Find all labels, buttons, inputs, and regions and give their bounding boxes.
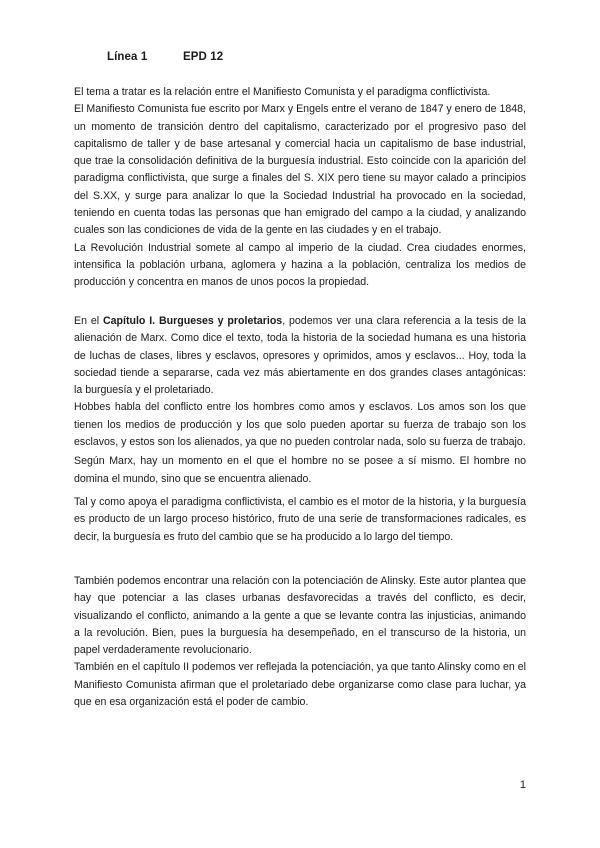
section-change: [74, 494, 526, 546]
section-chapter-one: [74, 313, 526, 488]
paragraph-change-engine: Tal y como apoya el paradigma conflictivista, el cambio es el motor de la historia, y la burguesía es producto de un largo proceso histórico, fruto de una serie de transformaciones radicales, es decir, la burguesía es fruto del cambio que se ha producido a lo largo del tiempo.: [74, 496, 526, 543]
chapter-prefix: En el: [74, 315, 103, 327]
paragraph-chapter-one: [74, 313, 526, 399]
paragraph-topic: El tema a tratar es la relación entre el Manifiesto Comunista y el paradigma conflictivista.: [74, 86, 491, 98]
paragraph-chapter-two: También en el capítulo II podemos ver reflejada la potenciación, ya que tanto Alinsky como en el Manifiesto Comunista afirman que el proletariado debe organizarse como clase para luchar, ya que en esa organización está el poder de cambio.: [74, 661, 526, 709]
paragraph-marx-alienation: Según Marx, hay un momento en el que el hombre no se posee a sí mismo. El hombre no domina el mundo, sino que se encuentra alienado.: [74, 455, 526, 485]
section-introduction: [74, 84, 526, 292]
section-alinsky: [74, 573, 526, 711]
line-label: Línea 1: [107, 51, 148, 63]
chapter-text: , podemos ver una clara referencia a la tesis de la alienación de Marx. Como dice el texto, toda la historia de la sociedad humana es una historia de luchas de clases, libres y esclavos, opresores y oprimidos, amos y esclavos... Hoy, toda la sociedad tiende a separarse, cada vez más abiertamente en dos grandes clases antagónicas: la burguesía y el proletariado.: [74, 315, 526, 397]
paragraph-hobbes: Hobbes habla del conflicto entre los hombres como amos y esclavos. Los amos son los que tienen los medios de producción y los que solo pueden aportar su fuerza de trabajo son los esclavos, y estos son los alienados, ya que no pueden controlar nada, solo su fuerza de trabajo.: [74, 401, 526, 449]
paragraph-industrial-revolution: La Revolución Industrial somete al campo al imperio de la ciudad. Crea ciudades enormes, intensifica la población urbana, aglomera y hazina a la población, centraliza los medios de producción y concentra en manos de unos pocos la propiedad.: [74, 241, 526, 289]
epd-label: EPD 12: [183, 51, 224, 63]
paragraph-alinsky-empowerment: También podemos encontrar una relación con la potenciación de Alinsky. Este autor plantea que hay que potenciar a las clases urbanas desfavorecidas a través del conflicto, es decir, visualizando el conflicto, animando a la gente a que se levante contra las injusticias, animando a la revolución. Bien, pues la burguesía ha desempeñado, en el transcurso de la historia, un papel verdaderamente revolucionario.: [74, 575, 526, 657]
document-header: [107, 51, 223, 63]
paragraph-manifesto-context: El Manifiesto Comunista fue escrito por Marx y Engels entre el verano de 1847 y enero de 1848, un momento de transición dentro del capitalismo, caracterizado por el progresivo paso del capitalismo de taller y de base artesanal y comercial hacia un capitalismo de base industrial, que trae la consolidación definitiva de la burguesía industrial. Esto coincide con la aparición del paradigma conflictivista, que surge a finales del S. XIX pero tiene su mayor calado a principios del S.XX, y surge para analizar lo que la Sociedad Industrial ha provocado en la sociedad, teniendo en cuenta todas las personas que han emigrado del campo a la ciudad, y analizando cuales son las condiciones de vida de la gente en las ciudades y en el trabajo.: [74, 103, 526, 237]
page-number: 1: [519, 779, 526, 791]
chapter-title: Capítulo I. Burgueses y proletarios: [102, 315, 283, 327]
